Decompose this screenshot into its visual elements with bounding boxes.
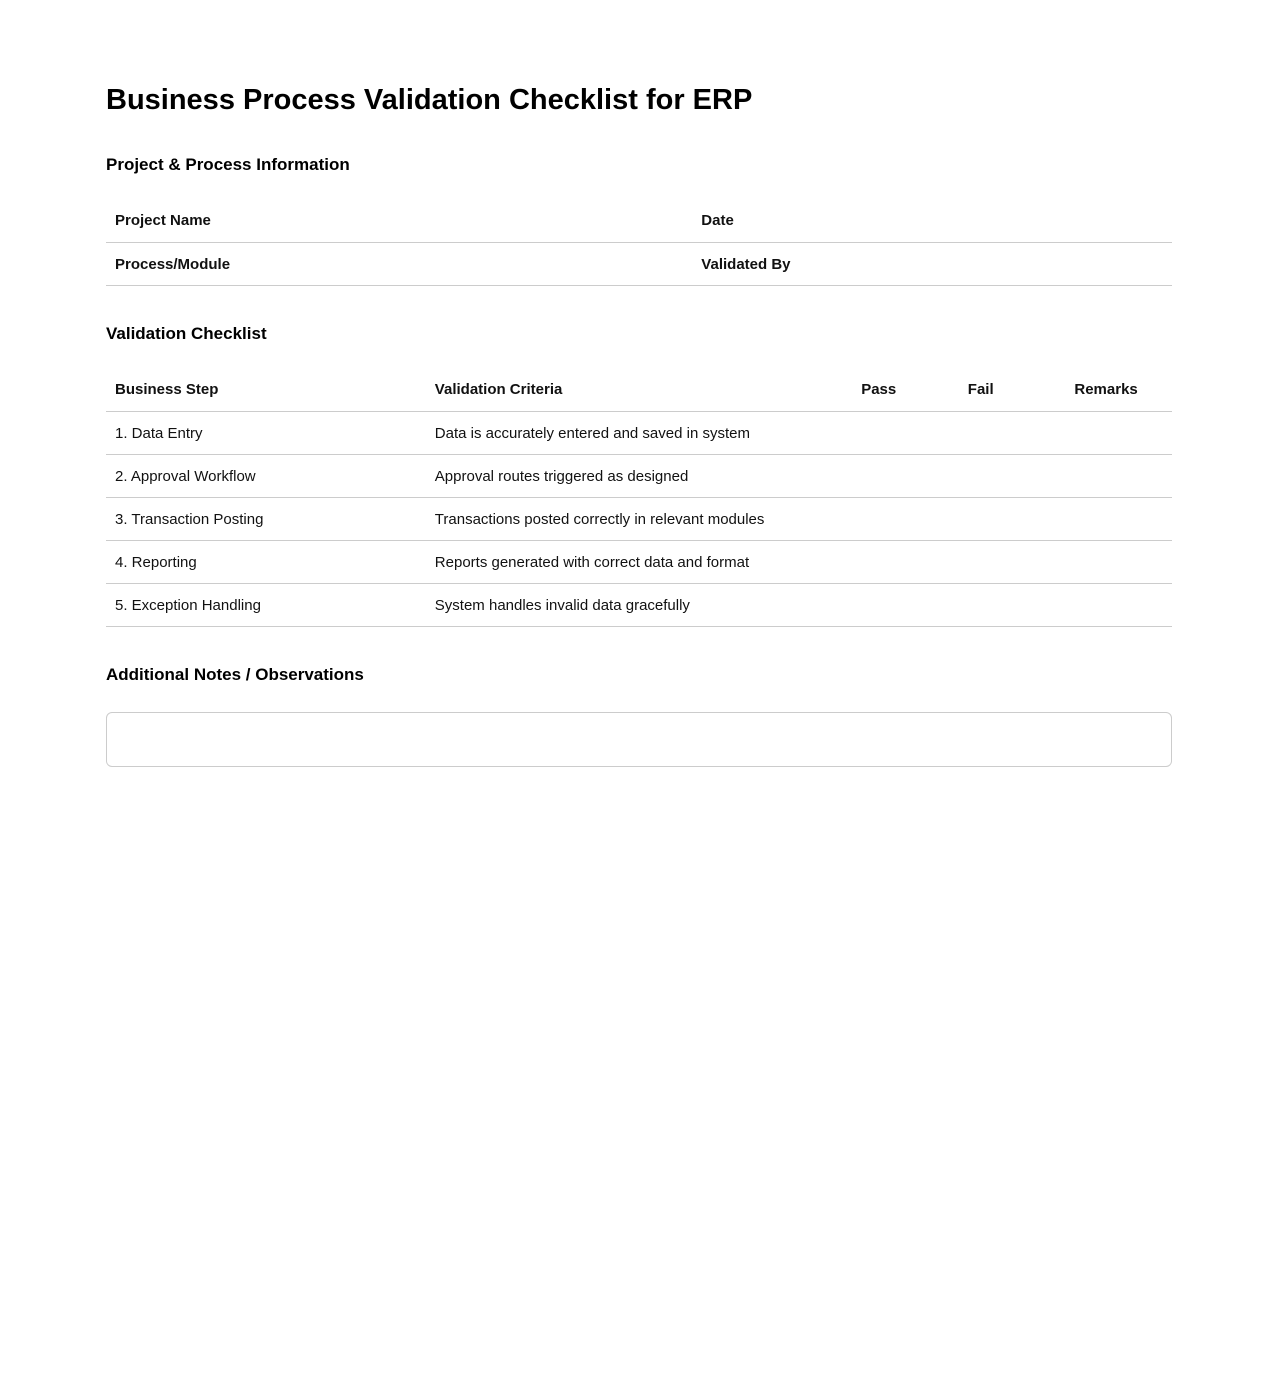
table-row xyxy=(106,541,1172,584)
cell-validation-criteria: System handles invalid data gracefully xyxy=(426,584,852,627)
page-title: Business Process Validation Checklist for ERP xyxy=(106,84,753,116)
cell-business-step: 3. Transaction Posting xyxy=(106,498,426,541)
column-header-remarks: Remarks xyxy=(1065,369,1172,412)
section-heading-project-info: Project & Process Information xyxy=(106,155,350,175)
column-header-business-step: Business Step xyxy=(106,369,426,412)
cell-remarks xyxy=(1065,498,1172,541)
field-label-process-module: Process/Module xyxy=(106,243,692,286)
cell-fail xyxy=(959,455,1066,498)
cell-fail xyxy=(959,498,1066,541)
section-heading-validation-checklist: Validation Checklist xyxy=(106,324,267,344)
table-row xyxy=(106,412,1172,455)
cell-remarks xyxy=(1065,412,1172,455)
cell-pass xyxy=(852,412,959,455)
cell-validation-criteria: Reports generated with correct data and format xyxy=(426,541,852,584)
cell-validation-criteria: Data is accurately entered and saved in system xyxy=(426,412,852,455)
table-row xyxy=(106,584,1172,627)
cell-business-step: 5. Exception Handling xyxy=(106,584,426,627)
cell-pass xyxy=(852,584,959,627)
cell-remarks xyxy=(1065,455,1172,498)
field-label-date: Date xyxy=(692,200,1172,243)
cell-validation-criteria: Approval routes triggered as designed xyxy=(426,455,852,498)
project-info-row xyxy=(106,200,1172,243)
cell-business-step: 4. Reporting xyxy=(106,541,426,584)
validation-checklist-table xyxy=(106,369,1172,628)
cell-fail xyxy=(959,541,1066,584)
field-label-project-name: Project Name xyxy=(106,200,692,243)
table-row xyxy=(106,498,1172,541)
cell-remarks xyxy=(1065,584,1172,627)
cell-pass xyxy=(852,498,959,541)
cell-validation-criteria: Transactions posted correctly in relevant modules xyxy=(426,498,852,541)
cell-business-step: 2. Approval Workflow xyxy=(106,455,426,498)
cell-pass xyxy=(852,541,959,584)
column-header-fail: Fail xyxy=(959,369,1066,412)
table-header-row xyxy=(106,369,1172,412)
column-header-validation-criteria: Validation Criteria xyxy=(426,369,852,412)
column-header-pass: Pass xyxy=(852,369,959,412)
cell-remarks xyxy=(1065,541,1172,584)
project-info-row xyxy=(106,243,1172,286)
cell-pass xyxy=(852,455,959,498)
cell-fail xyxy=(959,412,1066,455)
cell-business-step: 1. Data Entry xyxy=(106,412,426,455)
section-heading-additional-notes: Additional Notes / Observations xyxy=(106,665,364,685)
cell-fail xyxy=(959,584,1066,627)
project-info-table xyxy=(106,200,1172,287)
notes-textarea[interactable] xyxy=(106,712,1172,767)
table-row xyxy=(106,455,1172,498)
document-body xyxy=(106,84,1172,767)
field-label-validated-by: Validated By xyxy=(692,243,1172,286)
